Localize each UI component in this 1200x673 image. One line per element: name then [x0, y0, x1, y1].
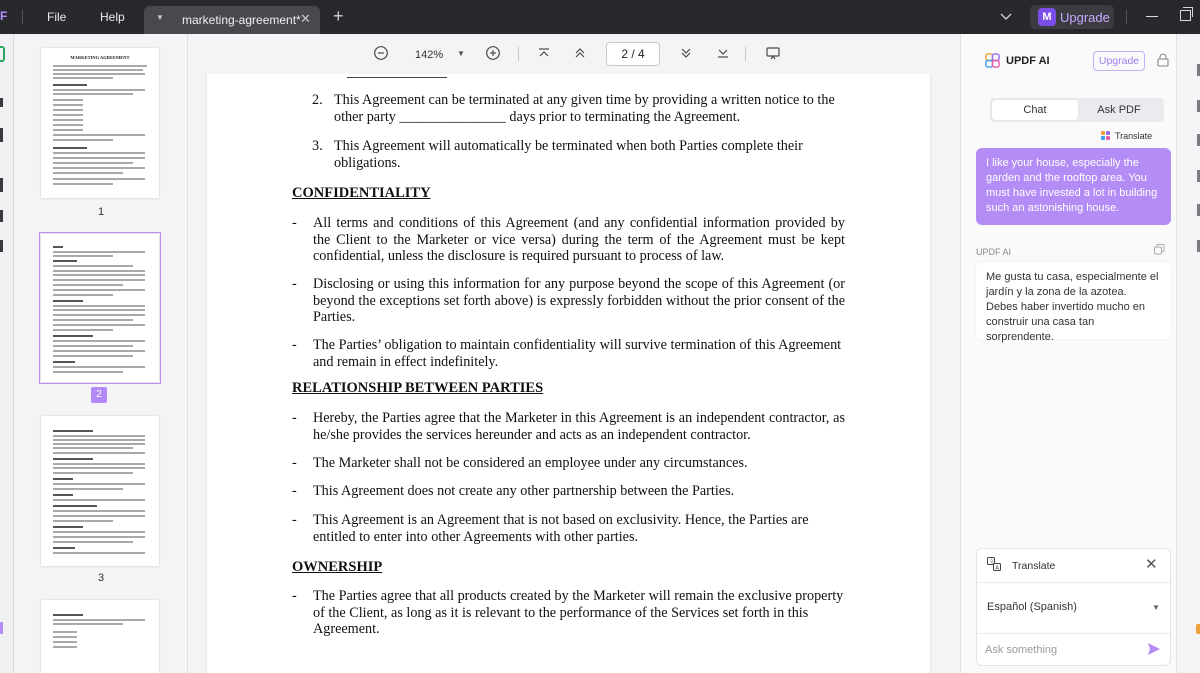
divider [518, 47, 519, 61]
language-select[interactable]: Español (Spanish) [987, 601, 1077, 613]
presentation-icon[interactable] [765, 45, 781, 61]
tab-close-icon[interactable]: ✕ [300, 11, 311, 26]
organize-icon[interactable] [0, 178, 3, 192]
menu-file[interactable]: File [47, 10, 67, 24]
zoom-out-icon[interactable] [373, 45, 389, 61]
zoom-in-icon[interactable] [485, 45, 501, 61]
ai-upgrade-button[interactable]: Upgrade [1093, 51, 1145, 71]
minimize-icon[interactable] [1146, 16, 1158, 17]
thumbnail-page-number: 1 [97, 206, 105, 218]
translate-card-title: Translate [1012, 560, 1056, 572]
translate-mode-icon[interactable] [1101, 131, 1111, 141]
tab-dropdown-icon[interactable]: ▼ [156, 13, 164, 22]
ai-assistant-panel [960, 34, 1176, 673]
avatar: M [1038, 8, 1056, 26]
left-tool-strip [0, 34, 14, 673]
ai-response-label: UPDF AI [976, 247, 1012, 257]
tab-ask-pdf[interactable]: Ask PDF [1097, 104, 1141, 116]
right-tool-strip [1176, 34, 1200, 673]
thumbnail-page-3[interactable] [41, 416, 159, 566]
zoom-dropdown-icon[interactable]: ▼ [457, 49, 465, 58]
edit-icon[interactable] [0, 128, 3, 142]
zoom-level[interactable]: 142% [415, 49, 444, 61]
section-heading: OWNERSHIP [292, 559, 383, 575]
thumbnail-page-number: 2 [91, 387, 107, 403]
first-page-icon[interactable] [536, 45, 552, 61]
copy-icon[interactable] [1154, 244, 1165, 255]
document-tab[interactable] [144, 6, 320, 34]
previous-page-icon[interactable] [572, 45, 588, 61]
next-page-icon[interactable] [678, 45, 694, 61]
divider [22, 10, 23, 24]
document-toolbar [188, 34, 960, 74]
svg-text:文: 文 [989, 559, 995, 565]
thumbnail-page-2[interactable] [41, 234, 159, 382]
section-heading: RELATIONSHIP BETWEEN PARTIES [292, 380, 544, 396]
last-page-icon[interactable] [715, 45, 731, 61]
thumbnail-panel [14, 34, 188, 673]
ai-tab-group [990, 98, 1164, 122]
convert-icon[interactable] [0, 210, 3, 222]
translate-card [976, 548, 1171, 666]
title-bar [0, 0, 1200, 34]
send-icon[interactable] [1147, 642, 1161, 656]
user-message: I like your house, especially the garden and the rooftop area. You must have invested a lot in building such an astonishing house. [976, 148, 1171, 225]
ai-icon[interactable] [1196, 624, 1200, 634]
lock-icon[interactable] [1157, 53, 1169, 67]
upgrade-label: Upgrade [1060, 10, 1110, 25]
thumbnail-page-1[interactable] [41, 48, 159, 198]
divider [1126, 10, 1127, 24]
form-icon[interactable] [0, 240, 3, 252]
thumbnail-title: MARKETING AGREEMENT [70, 55, 130, 60]
ai-icon[interactable] [0, 622, 3, 634]
ai-panel-title: UPDF AI [1006, 55, 1050, 67]
blank-line [347, 77, 447, 78]
tab-label: marketing-agreement* [182, 13, 301, 27]
upgrade-button[interactable] [1030, 5, 1114, 29]
app-logo: F [0, 9, 8, 23]
close-icon[interactable]: ✕ [1145, 556, 1158, 573]
chevron-down-icon[interactable]: ▼ [1152, 603, 1160, 612]
thumbnail-page-4[interactable] [41, 600, 159, 673]
menu-help[interactable]: Help [100, 10, 125, 24]
comment-icon[interactable] [0, 98, 3, 107]
divider [977, 582, 1170, 583]
page-number-input[interactable]: 2 / 4 [606, 42, 660, 66]
translate-icon [987, 557, 1001, 571]
divider [745, 47, 746, 61]
document-viewer[interactable] [188, 74, 960, 673]
thumbnail-page-number: 3 [97, 572, 105, 584]
pdf-page: 2. This Agreement can be terminated at any given time by providing a written notice to the other party _______________ days prior to terminating the Agreement. 3. This Agreement will automatically be terminated when both Parties complete their obligations. CONFIDENTIALITY - All terms and conditions of this Agreement (and any confidential information provided by the Client to the Marketer or vice versa) during the term of the Agreement must be kept confidential, unless the disclosure is required pursuant to process of law. - Disclosing or using this information for any purpose beyond the scope of this Agreement (or beyond the exceptions set forth above) is expressly forbidden without the prior consent of the Parties. - The Parties’ obligation to maintain confidentiality will survive termination of this Agreement and remain in effect indefinitely. RELATIONSHIP BETWEEN PARTIES - Hereby, the Parties agree that the Marketer in this Agreement is an independent contractor, as he/she provides the services hereunder and acts as an independent contractor. - The Marketer shall not be considered an employee under any circumstances. - This Agreement does not create any other partnership between the Parties. - This Agreement is an Agreement that is not based on exclusivity. Hence, the Parties are entitled to enter into other Agreements with other parties. OWNERSHIP - The Parties agree that all products created by the Marketer will remain the exclusive property of the Client, as long as it is relevant to the performance of the Services set forth in this Agreement. [207, 74, 930, 673]
restore-icon[interactable] [1180, 10, 1191, 21]
svg-text:A: A [995, 565, 1000, 571]
ask-input[interactable] [985, 641, 1140, 659]
reader-icon[interactable] [0, 46, 5, 62]
chevron-down-icon[interactable] [999, 9, 1013, 23]
tab-chat[interactable]: Chat [992, 100, 1078, 120]
ai-response: Me gusta tu casa, especialmente el jardín y la zona de la azotea. Debes haber invertido mucho en construir una casa tan sorprendente. [976, 262, 1171, 339]
new-tab-icon[interactable]: + [333, 6, 344, 26]
updf-ai-logo-icon [985, 53, 1000, 68]
section-heading: CONFIDENTIALITY [292, 185, 431, 201]
translate-mode-label[interactable]: Translate [1115, 131, 1153, 141]
prompt-area [977, 633, 1170, 665]
